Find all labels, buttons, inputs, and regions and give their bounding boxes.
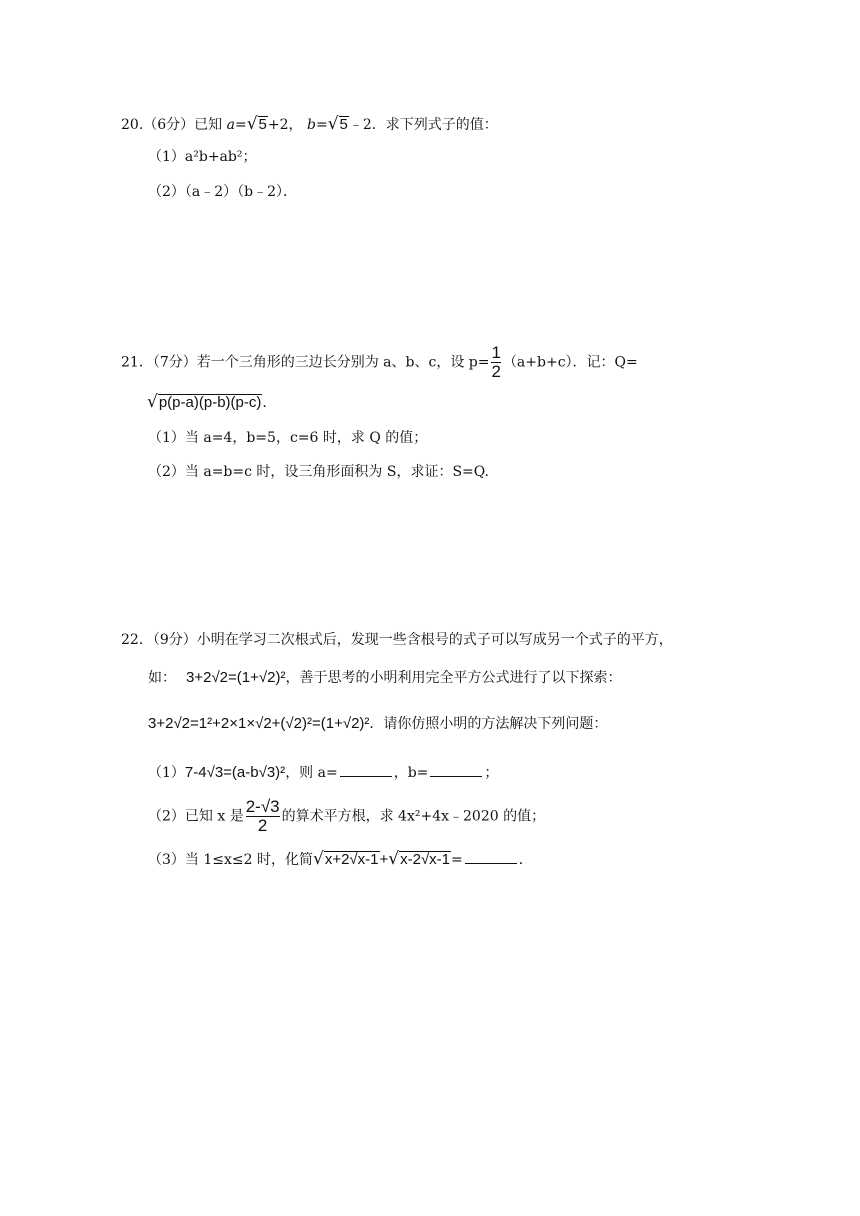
q20-part1: （1）a²b+ab²； [148,149,257,165]
q21-part1: （1）当 a=4，b=5，c=6 时，求 Q 的值； [148,430,428,446]
q21-part2: （2）当 a=b=c 时，设三角形面积为 S，求证：S=Q. [148,464,490,480]
fraction-one-half: $\frac{1}{2}$ [491,343,501,381]
q22-example: 如： 3+2√2=(1+√2)²，善于思考的小明利用完全平方公式进行了以下探索： [148,669,622,686]
sqrt-5-a: √5 [246,114,267,134]
derivation-expression: 3+2√2=1²+2×1×√2+(√2)²=(1+√2)² [148,715,370,732]
fraction-2-minus-root3-over-2: $\frac{2-√3}{2}$ [245,797,280,835]
q22-header: 22．（9分）小明在学习二次根式后，发现一些含根号的式子可以写成另一个式子的平方， [121,632,673,648]
example-expression: 3+2√2=(1+√2)² [186,669,286,686]
radical-x-plus: √x+2√x-1 [312,849,379,869]
q22-part3: （3）当 1≤x≤2 时，化简√x+2√x-1+√x-2√x-1= ． [148,849,533,869]
q21-formula: √p(p-a)(p-b)(p-c). [147,392,267,412]
answer-blank-a[interactable] [340,762,392,777]
answer-blank-simplify[interactable] [465,849,517,864]
q20-part2: （2）（a﹣2）（b﹣2）． [148,184,298,200]
q20-header: 20.（6分）已知 a=√5+2， b=√5﹣2．求下列式子的值： [121,114,498,134]
answer-blank-b[interactable] [430,762,482,777]
q22-part1: （1）7-4√3=(a-b√3)²，则 a= ，b= ； [148,764,499,781]
q22-part2: （2）已知 x 是 $\frac{2-√3}{2}$ 的算术平方根，求 4x²+4x﹣2020 的值； [148,797,546,835]
q22-derivation: 3+2√2=1²+2×1×√2+(√2)²=(1+√2)²．请你仿照小明的方法解决下列问题： [148,715,608,732]
q21-header: 21．（7分）若一个三角形的三边长分别为 a、b、c，设 p= $\frac{1}{2}$ （a+b+c）．记：Q= [121,343,638,381]
part1-expression: 7-4√3=(a-b√3)² [184,764,286,781]
heron-radical: √p(p-a)(p-b)(p-c) [147,392,262,412]
radical-x-minus: √x-2√x-1 [388,849,451,869]
sqrt-5-b: √5 [327,114,348,134]
